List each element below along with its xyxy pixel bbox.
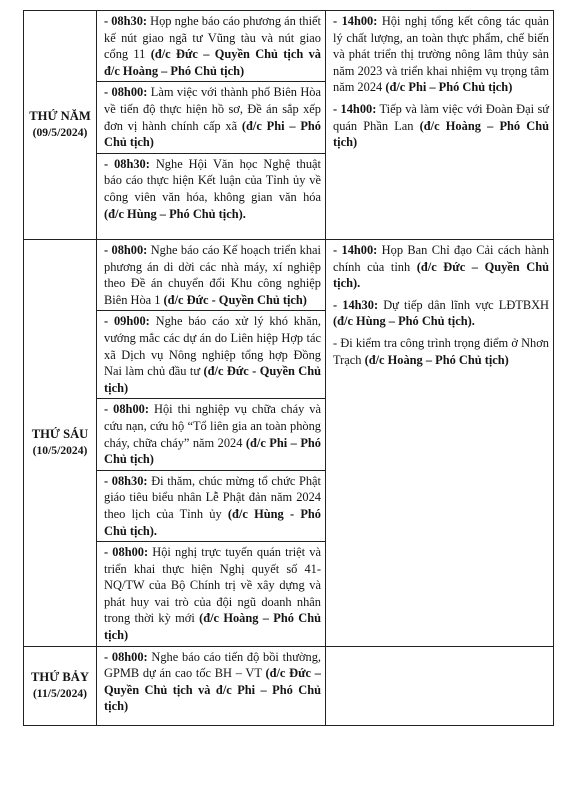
day-name: THỨ NĂM	[29, 109, 91, 124]
afternoon-cell	[326, 11, 554, 240]
day-date: (11/5/2024)	[32, 686, 88, 700]
item-time: - 08h00:	[104, 85, 148, 100]
item-time: - 14h00:	[333, 101, 377, 116]
item-time: - 08h30:	[104, 473, 148, 488]
item-time: - 08h00:	[104, 402, 149, 417]
schedule-item	[97, 154, 325, 224]
item-assignee: (đ/c Hùng – Phó Chủ tịch).	[333, 314, 475, 329]
item-description: Nghe báo cáo Kế hoạch triển khai phương án di dời các nhà máy, xí nghiệp theo Đề án chuyển đổi Khu công nghiệp Biên Hòa 1	[104, 243, 321, 307]
schedule-table	[23, 10, 554, 726]
item-time: - 14h00:	[333, 243, 378, 257]
item-description: Nghe Hội Văn học Nghệ thuật báo cáo thực hiện Kết luận của Tỉnh ủy về công viên văn hóa, không gian văn hóa	[104, 156, 321, 204]
item-assignee: (đ/c Hoàng – Phó Chủ tịch)	[364, 352, 509, 367]
item-description: Đi thăm, chúc mừng tổ chức Phật giáo tiêu biểu nhân Lễ Phật đản năm 2024 theo lịch của Tỉnh ủy	[104, 473, 321, 521]
schedule-item	[326, 99, 553, 154]
item-description: Hội nghị tổng kết công tác quản lý chất lượng, an toàn thực phẩm, chế biến và phát triển thị trường nông lâm thủy sản năm 2023 và triển khai nhiệm vụ trọng tâm năm 2024	[333, 14, 549, 95]
schedule-item	[97, 399, 325, 470]
day-cell	[24, 11, 97, 240]
day-cell	[24, 240, 97, 647]
item-assignee: (đ/c Hoàng – Phó Chủ tịch)	[104, 611, 321, 643]
item-time: - 09h00:	[104, 314, 150, 329]
item-time: - 08h00:	[104, 545, 149, 560]
item-assignee: (đ/c Phi – Phó Chủ tịch)	[104, 118, 321, 150]
item-description: Hội nghị trực tuyến quán triệt và triển khai thực hiện Nghị quyết số 41-NQ/TW của Bộ Chính trị về xây dựng và phát huy vai trò của đội ngũ doanh nhân trong thời kỳ mới	[104, 545, 321, 626]
schedule-row	[24, 646, 554, 725]
item-description: Họp nghe báo cáo phương án thiết kế nút giao ngã tư Vũng tàu và nút giao cổng 11	[104, 14, 321, 62]
schedule-item	[97, 11, 325, 82]
item-assignee: (đ/c Hùng – Phó Chủ tịch).	[104, 206, 246, 221]
schedule-item	[97, 82, 325, 153]
item-description: Hội thi nghiệp vụ chữa cháy và cứu nạn, cứu hộ “Tổ liên gia an toàn phòng cháy, chữa cháy” năm 2024	[104, 402, 321, 450]
schedule-item	[326, 333, 553, 371]
item-assignee: (đ/c Đức - Quyền Chủ tịch)	[104, 364, 321, 395]
schedule-item	[326, 295, 553, 333]
afternoon-cell	[326, 240, 554, 647]
item-description: - Đi kiểm tra công trình trọng điểm ở Nhơn Trạch	[333, 335, 549, 367]
item-description: Họp Ban Chỉ đạo Cải cách hành chính của tỉnh	[333, 243, 550, 274]
item-assignee: (đ/c Đức – Quyền Chủ tịch và đ/c Hoàng – Phó Chủ tịch)	[104, 47, 321, 78]
item-assignee: (đ/c Phi – Phó Chủ tịch)	[385, 80, 513, 95]
item-assignee: (đ/c Đức – Quyền Chủ tịch).	[333, 259, 549, 291]
schedule-item	[97, 311, 325, 399]
item-time: - 14h00:	[333, 14, 378, 28]
day-cell	[24, 646, 97, 725]
item-time: - 08h30:	[104, 156, 150, 171]
item-time: - 08h30:	[104, 14, 148, 28]
day-name: THỨ BẢY	[31, 670, 89, 685]
schedule-item	[97, 542, 325, 646]
item-description: Làm việc với thành phố Biên Hòa về tiến độ thực hiện hồ sơ, Đề án sắp xếp đơn vị hành chính cấp xã	[104, 85, 321, 133]
schedule-item	[326, 11, 553, 99]
morning-cell	[97, 11, 326, 240]
schedule-row	[24, 240, 554, 647]
item-description: Nghe báo cáo xử lý khó khăn, vướng mắc các dự án do Liên hiệp Hợp tác xã Dịch vụ Nông nghiệp tổng hợp Đồng Nai làm chủ đầu tư	[104, 314, 321, 379]
morning-cell	[97, 646, 326, 725]
item-assignee: (đ/c Đức – Quyền Chủ tịch và đ/c Phi – Phó Chủ tịch)	[104, 666, 321, 714]
item-assignee: (đ/c Hoàng – Phó Chủ tịch)	[333, 118, 549, 150]
item-description: Nghe báo cáo tiến độ bồi thường, GPMB dự án cao tốc BH – VT	[104, 649, 321, 681]
schedule-body	[24, 11, 554, 726]
schedule-item	[326, 240, 553, 295]
schedule-item	[97, 240, 325, 311]
item-description: Tiếp và làm việc với Đoàn Đại sứ quán Phần Lan	[333, 101, 549, 133]
item-time: - 08h00:	[104, 243, 148, 257]
item-description: Dự tiếp dân lĩnh vực LĐTBXH	[378, 297, 549, 312]
item-assignee: (đ/c Hùng - Phó Chủ tịch).	[104, 506, 321, 538]
schedule-row	[24, 11, 554, 240]
schedule-item	[97, 471, 325, 542]
item-time: - 08h00:	[104, 649, 148, 664]
item-assignee: (đ/c Phi – Phó Chủ tịch)	[104, 435, 321, 467]
item-assignee: (đ/c Đức - Quyền Chủ tịch)	[163, 292, 307, 307]
afternoon-cell	[326, 646, 554, 725]
day-date: (09/5/2024)	[32, 126, 88, 139]
day-date: (10/5/2024)	[32, 443, 88, 457]
item-time: - 14h30:	[333, 297, 379, 312]
morning-cell	[97, 240, 326, 647]
schedule-item	[97, 647, 325, 717]
day-name: THỨ SÁU	[31, 427, 89, 442]
